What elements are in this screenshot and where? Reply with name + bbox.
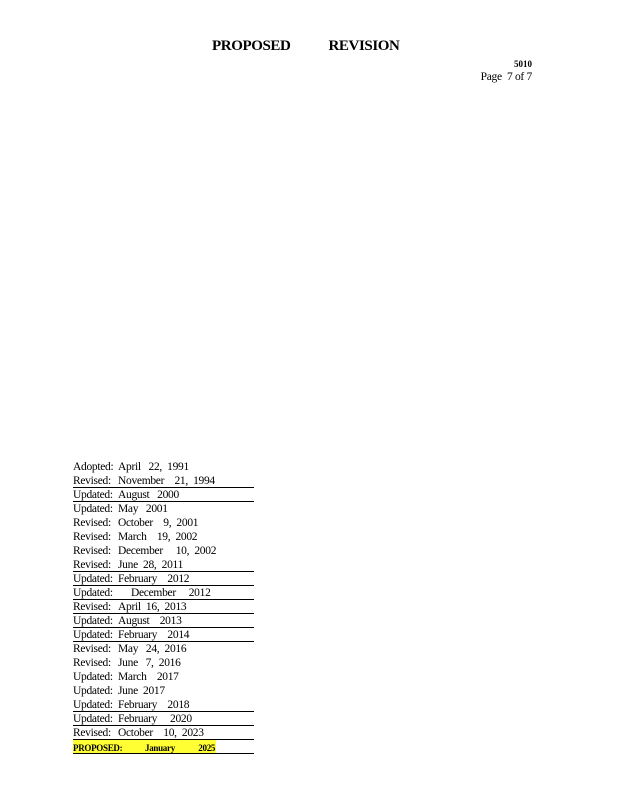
history-action: Updated: bbox=[73, 573, 113, 585]
history-action: Revised: bbox=[73, 559, 111, 571]
history-row bbox=[73, 600, 254, 614]
history-date: November 21, 1994 bbox=[118, 475, 215, 487]
history-row bbox=[73, 474, 254, 488]
history-action: Updated: bbox=[73, 503, 113, 515]
history-row bbox=[73, 712, 254, 726]
history-action: Revised: bbox=[73, 545, 111, 557]
history-date: August 2000 bbox=[118, 489, 179, 501]
history-row bbox=[73, 502, 254, 516]
document-title bbox=[212, 38, 399, 55]
history-date: February 2018 bbox=[118, 699, 190, 711]
history-action: Updated: bbox=[73, 587, 113, 599]
history-row bbox=[73, 488, 254, 502]
history-action: Revised: bbox=[73, 531, 111, 543]
history-action: Updated: bbox=[73, 671, 113, 683]
policy-number: 5010 bbox=[514, 59, 532, 69]
history-date: February 2014 bbox=[118, 629, 190, 641]
title-word-revision: REVISION bbox=[328, 38, 400, 54]
history-action: Revised: bbox=[73, 657, 111, 669]
history-action: Updated: bbox=[73, 629, 113, 641]
proposed-row-wrapper bbox=[73, 740, 254, 754]
history-date: March 19, 2002 bbox=[118, 531, 198, 543]
history-action: Revised: bbox=[73, 475, 111, 487]
history-row bbox=[73, 516, 254, 530]
history-date: April 22, 1991 bbox=[118, 461, 189, 473]
proposed-date: January 2025 bbox=[145, 743, 216, 753]
history-row bbox=[73, 670, 254, 684]
history-action: Updated: bbox=[73, 713, 113, 725]
history-action: Revised: bbox=[73, 601, 111, 613]
revision-history bbox=[73, 460, 254, 754]
history-action: Updated: bbox=[73, 615, 113, 627]
page-number: Page 7 of 7 bbox=[480, 71, 532, 83]
history-action: Updated: bbox=[73, 489, 113, 501]
title-word-proposed: PROPOSED bbox=[212, 38, 291, 54]
history-date: May 24, 2016 bbox=[118, 643, 187, 655]
history-row bbox=[73, 656, 254, 670]
history-action: Revised: bbox=[73, 727, 111, 739]
history-date: December 10, 2002 bbox=[118, 545, 217, 557]
history-date: October 10, 2023 bbox=[118, 727, 204, 739]
history-row bbox=[73, 586, 254, 600]
history-row bbox=[73, 614, 254, 628]
history-action: Adopted: bbox=[73, 461, 114, 473]
proposed-label: PROPOSED: bbox=[73, 743, 123, 753]
history-date: June 2017 bbox=[118, 685, 165, 697]
history-date: February 2012 bbox=[118, 573, 190, 585]
history-action: Updated: bbox=[73, 699, 113, 711]
history-action: Revised: bbox=[73, 643, 111, 655]
history-date: December 2012 bbox=[131, 587, 211, 599]
history-date: April 16, 2013 bbox=[118, 601, 187, 613]
history-row bbox=[73, 558, 254, 572]
history-date: February 2020 bbox=[118, 713, 192, 725]
proposed-row-underline bbox=[73, 740, 254, 754]
history-row bbox=[73, 628, 254, 642]
history-action: Updated: bbox=[73, 685, 113, 697]
history-date: June 28, 2011 bbox=[118, 559, 184, 571]
history-date: May 2001 bbox=[118, 503, 168, 515]
history-action: Revised: bbox=[73, 517, 111, 529]
history-row bbox=[73, 698, 254, 712]
history-date: June 7, 2016 bbox=[118, 657, 181, 669]
history-row bbox=[73, 530, 254, 544]
history-row bbox=[73, 684, 254, 698]
history-date: March 2017 bbox=[118, 671, 179, 683]
history-row bbox=[73, 544, 254, 558]
history-date: October 9, 2001 bbox=[118, 517, 199, 529]
history-row bbox=[73, 642, 254, 656]
history-row bbox=[73, 726, 254, 740]
history-row bbox=[73, 572, 254, 586]
history-date: August 2013 bbox=[118, 615, 182, 627]
history-row bbox=[73, 460, 254, 474]
